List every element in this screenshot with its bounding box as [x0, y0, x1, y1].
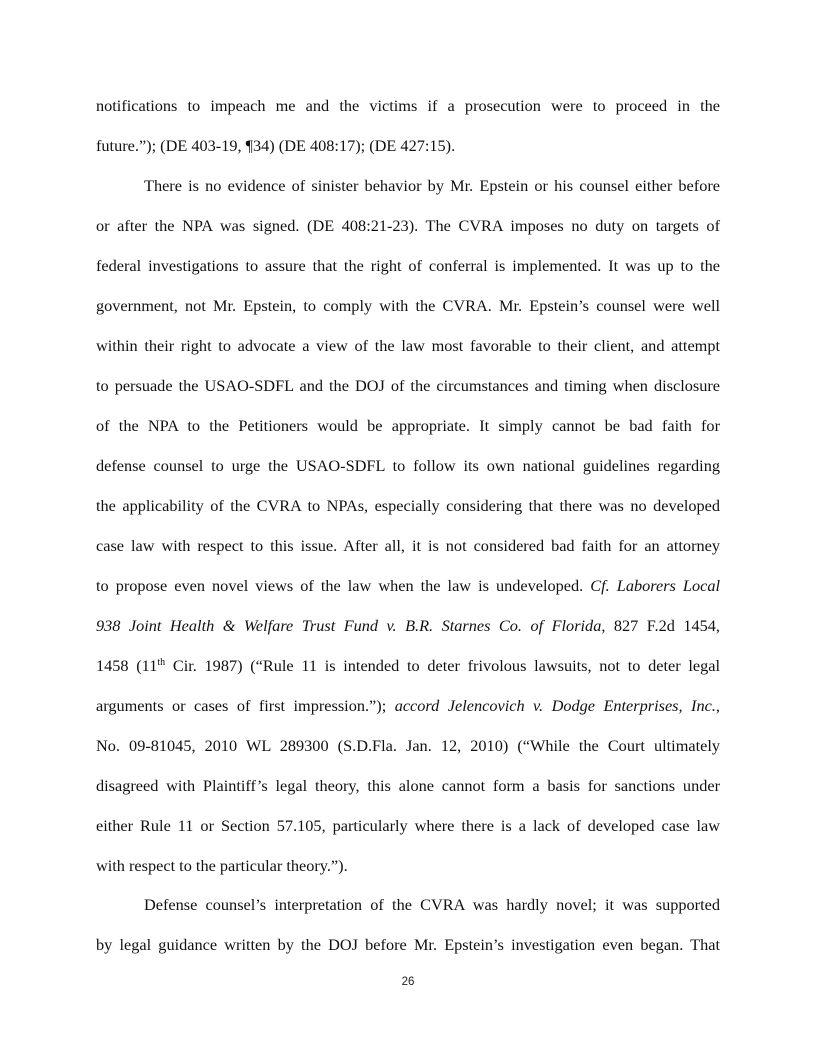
- paragraph-first-line: Defense counsel’s interpretation of the CVRA was hardly novel; it was supported: [144, 895, 720, 914]
- text-line: to propose even novel views of the law when the law is undeveloped. Cf. Laborers Local: [96, 576, 720, 595]
- text-line: future.”); (DE 403-19, ¶34) (DE 408:17); (DE 427:15).: [96, 136, 456, 155]
- text-line: with respect to the particular theory.”).: [96, 856, 348, 875]
- text-line: disagreed with Plaintiff’s legal theory, this alone cannot form a basis for sanctions under: [96, 776, 720, 795]
- superscript: th: [157, 657, 166, 668]
- text-line: to persuade the USAO-SDFL and the DOJ of the circumstances and timing when disclosure: [96, 376, 720, 395]
- text-line: within their right to advocate a view of the law most favorable to their client, and attempt: [96, 336, 720, 355]
- text-line: by legal guidance written by the DOJ before Mr. Epstein’s investigation even began. That: [96, 935, 720, 954]
- text-line: case law with respect to this issue. After all, it is not considered bad faith for an attorney: [96, 536, 720, 555]
- text-line: either Rule 11 or Section 57.105, particularly where there is a lack of developed case law: [96, 816, 720, 835]
- text-line: 938 Joint Health & Welfare Trust Fund v. B.R. Starnes Co. of Florida, 827 F.2d 1454,: [96, 616, 720, 635]
- text-line: notifications to impeach me and the victims if a prosecution were to proceed in the: [96, 96, 720, 115]
- case-citation: accord Jelencovich v. Dodge Enterprises, Inc.: [394, 696, 716, 715]
- text-line: or after the NPA was signed. (DE 408:21-23). The CVRA imposes no duty on targets of: [96, 216, 720, 235]
- text-line: of the NPA to the Petitioners would be appropriate. It simply cannot be bad faith for: [96, 416, 720, 435]
- paragraph-first-line: There is no evidence of sinister behavior by Mr. Epstein or his counsel either before: [144, 176, 720, 195]
- text-line: No. 09-81045, 2010 WL 289300 (S.D.Fla. Jan. 12, 2010) (“While the Court ultimately: [96, 736, 720, 755]
- text-line: federal investigations to assure that the right of conferral is implemented. It was up to the: [96, 256, 720, 275]
- text-line: 1458 (11th Cir. 1987) (“Rule 11 is intended to deter frivolous lawsuits, not to deter legal: [96, 656, 720, 675]
- page-number: 26: [401, 976, 415, 988]
- text-line: defense counsel to urge the USAO-SDFL to follow its own national guidelines regarding: [96, 456, 720, 475]
- text-line: the applicability of the CVRA to NPAs, especially considering that there was no developed: [96, 496, 720, 515]
- text-line: government, not Mr. Epstein, to comply with the CVRA. Mr. Epstein’s counsel were well: [96, 296, 720, 315]
- case-citation: Cf. Laborers Local: [590, 576, 720, 595]
- case-citation: 938 Joint Health & Welfare Trust Fund v. B.R. Starnes Co. of Florida: [96, 616, 602, 635]
- text-line: arguments or cases of first impression.”); accord Jelencovich v. Dodge Enterprises, Inc.,: [96, 696, 720, 715]
